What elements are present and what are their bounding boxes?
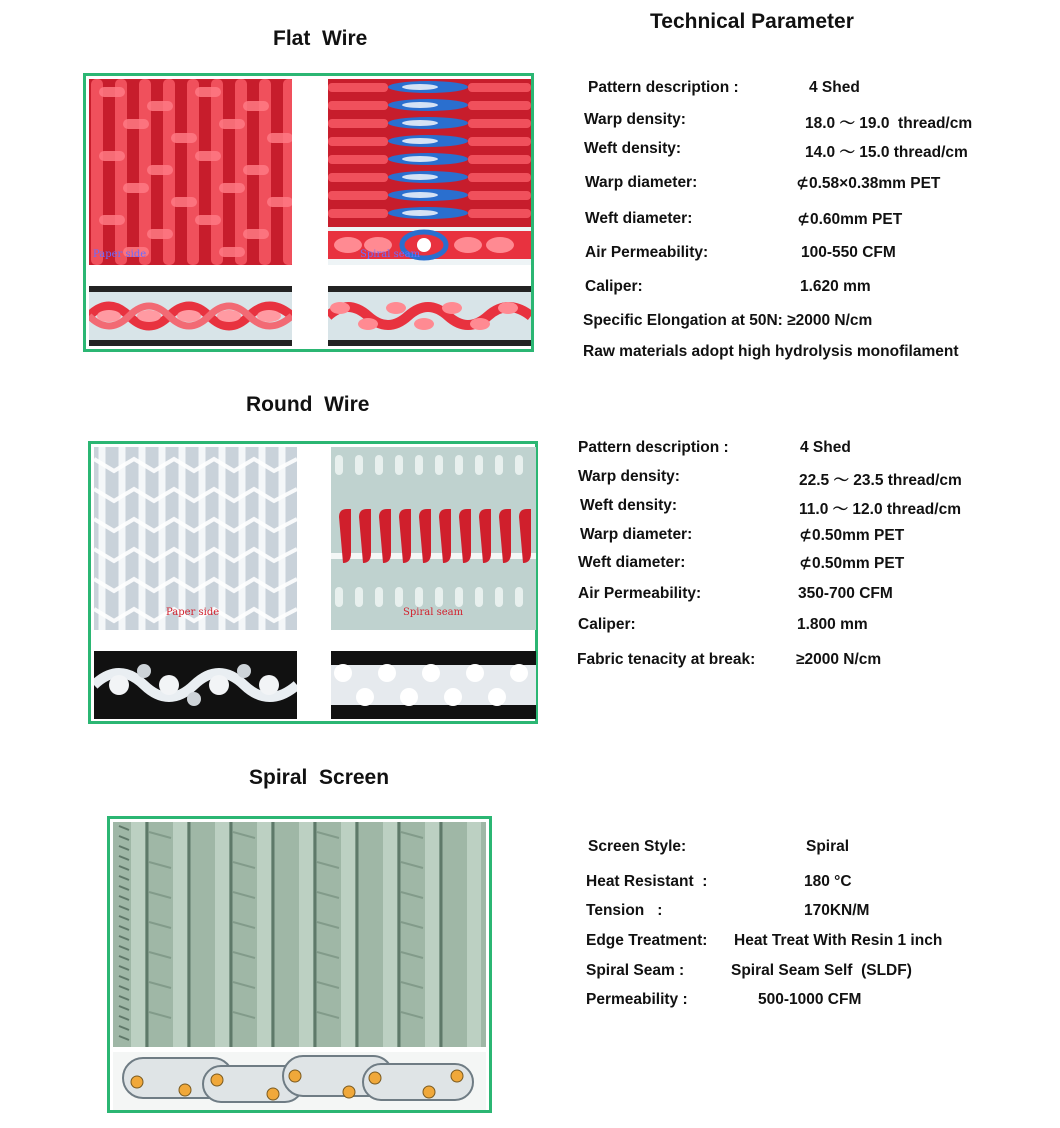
round-wire-spiral-seam-image xyxy=(331,447,536,630)
round-param-value: 350-700 CFM xyxy=(798,585,893,602)
round-param-label: Weft density: xyxy=(580,497,678,514)
flat-param-label: Pattern description : xyxy=(588,79,739,96)
flat-spiral-seam-label: Spiral seam xyxy=(360,249,421,260)
round-param-label: Warp diameter: xyxy=(580,526,693,543)
round-param-label: Pattern description : xyxy=(578,439,729,456)
technical-parameter-heading: Technical Parameter xyxy=(650,10,854,33)
flat-wire-cross-section-right xyxy=(328,286,531,346)
spiral-param-value: 500-1000 CFM xyxy=(758,991,862,1008)
round-wire-title: Round Wire xyxy=(246,393,370,416)
flat-param-value: 14.0 ～ 15.0 thread/cm xyxy=(805,144,968,161)
round-param-label: Weft diameter: xyxy=(578,554,686,571)
round-paper-side-label: Paper side xyxy=(166,607,220,618)
flat-wire-spiral-seam-image xyxy=(328,79,531,265)
round-spiral-seam-label: Spiral seam xyxy=(403,607,464,618)
round-param-value: ≥2000 N/cm xyxy=(796,651,882,668)
flat-extra-line: Raw materials adopt high hydrolysis monofilament xyxy=(583,343,959,360)
spiral-param-label: Spiral Seam : xyxy=(586,962,685,979)
flat-param-label: Warp diameter: xyxy=(585,174,698,191)
flat-param-value: 100-550 CFM xyxy=(801,244,896,261)
flat-param-label: Weft diameter: xyxy=(585,210,693,227)
flat-wire-cross-section-left xyxy=(89,286,292,346)
spiral-param-value: Spiral xyxy=(806,838,850,855)
round-param-value: 11.0 ～ 12.0 thread/cm xyxy=(799,501,961,518)
spiral-param-label: Edge Treatment: xyxy=(586,932,708,949)
spiral-screen-top-image xyxy=(113,822,486,1047)
flat-param-label: Weft density: xyxy=(584,140,682,157)
round-wire-cross-section-right xyxy=(331,651,536,719)
round-wire-image-frame xyxy=(88,441,538,724)
spiral-param-value: 180 °C xyxy=(804,873,852,890)
round-param-label: Warp density: xyxy=(578,468,680,485)
spiral-param-value: 170KN/M xyxy=(804,902,870,919)
flat-param-label: Air Permeability: xyxy=(585,244,709,261)
round-param-label: Air Permeability: xyxy=(578,585,702,602)
round-param-value: ⊄0.50mm PET xyxy=(799,555,905,572)
spiral-param-value: Spiral Seam Self (SLDF) xyxy=(731,962,912,979)
spiral-screen-image-frame xyxy=(107,816,492,1113)
flat-param-value: ⊄0.60mm PET xyxy=(797,211,903,228)
round-wire-cross-section-left xyxy=(94,651,297,719)
flat-wire-title: Flat Wire xyxy=(273,27,368,50)
round-param-label: Caliper: xyxy=(578,616,636,633)
flat-paper-side-label: Paper side xyxy=(93,249,147,260)
spiral-param-value: Heat Treat With Resin 1 inch xyxy=(734,932,943,949)
flat-param-label: Warp density: xyxy=(584,111,686,128)
round-param-value: 4 Shed xyxy=(800,439,851,456)
flat-param-value: 18.0 ～ 19.0 thread/cm xyxy=(805,115,973,132)
round-wire-paper-side-image xyxy=(94,447,297,630)
round-param-value: 1.800 mm xyxy=(797,616,868,633)
spiral-param-label: Tension : xyxy=(586,902,663,919)
spiral-param-label: Screen Style: xyxy=(588,838,687,855)
flat-param-value: 4 Shed xyxy=(809,79,860,96)
flat-param-value: ⊄0.58×0.38mm PET xyxy=(796,175,941,192)
spiral-param-label: Permeability : xyxy=(586,991,688,1008)
spiral-screen-title: Spiral Screen xyxy=(249,766,390,789)
flat-extra-line: Specific Elongation at 50N: ≥2000 N/cm xyxy=(583,312,873,329)
round-param-value: 22.5 ～ 23.5 thread/cm xyxy=(799,472,962,489)
round-param-value: ⊄0.50mm PET xyxy=(799,527,905,544)
flat-param-value: 1.620 mm xyxy=(800,278,871,295)
spiral-param-label: Heat Resistant : xyxy=(586,873,708,890)
flat-wire-image-frame xyxy=(83,73,534,352)
flat-wire-paper-side-image xyxy=(89,79,292,265)
flat-param-label: Caliper: xyxy=(585,278,643,295)
round-param-label: Fabric tenacity at break: xyxy=(577,651,756,668)
spiral-screen-cross-section xyxy=(113,1052,486,1110)
